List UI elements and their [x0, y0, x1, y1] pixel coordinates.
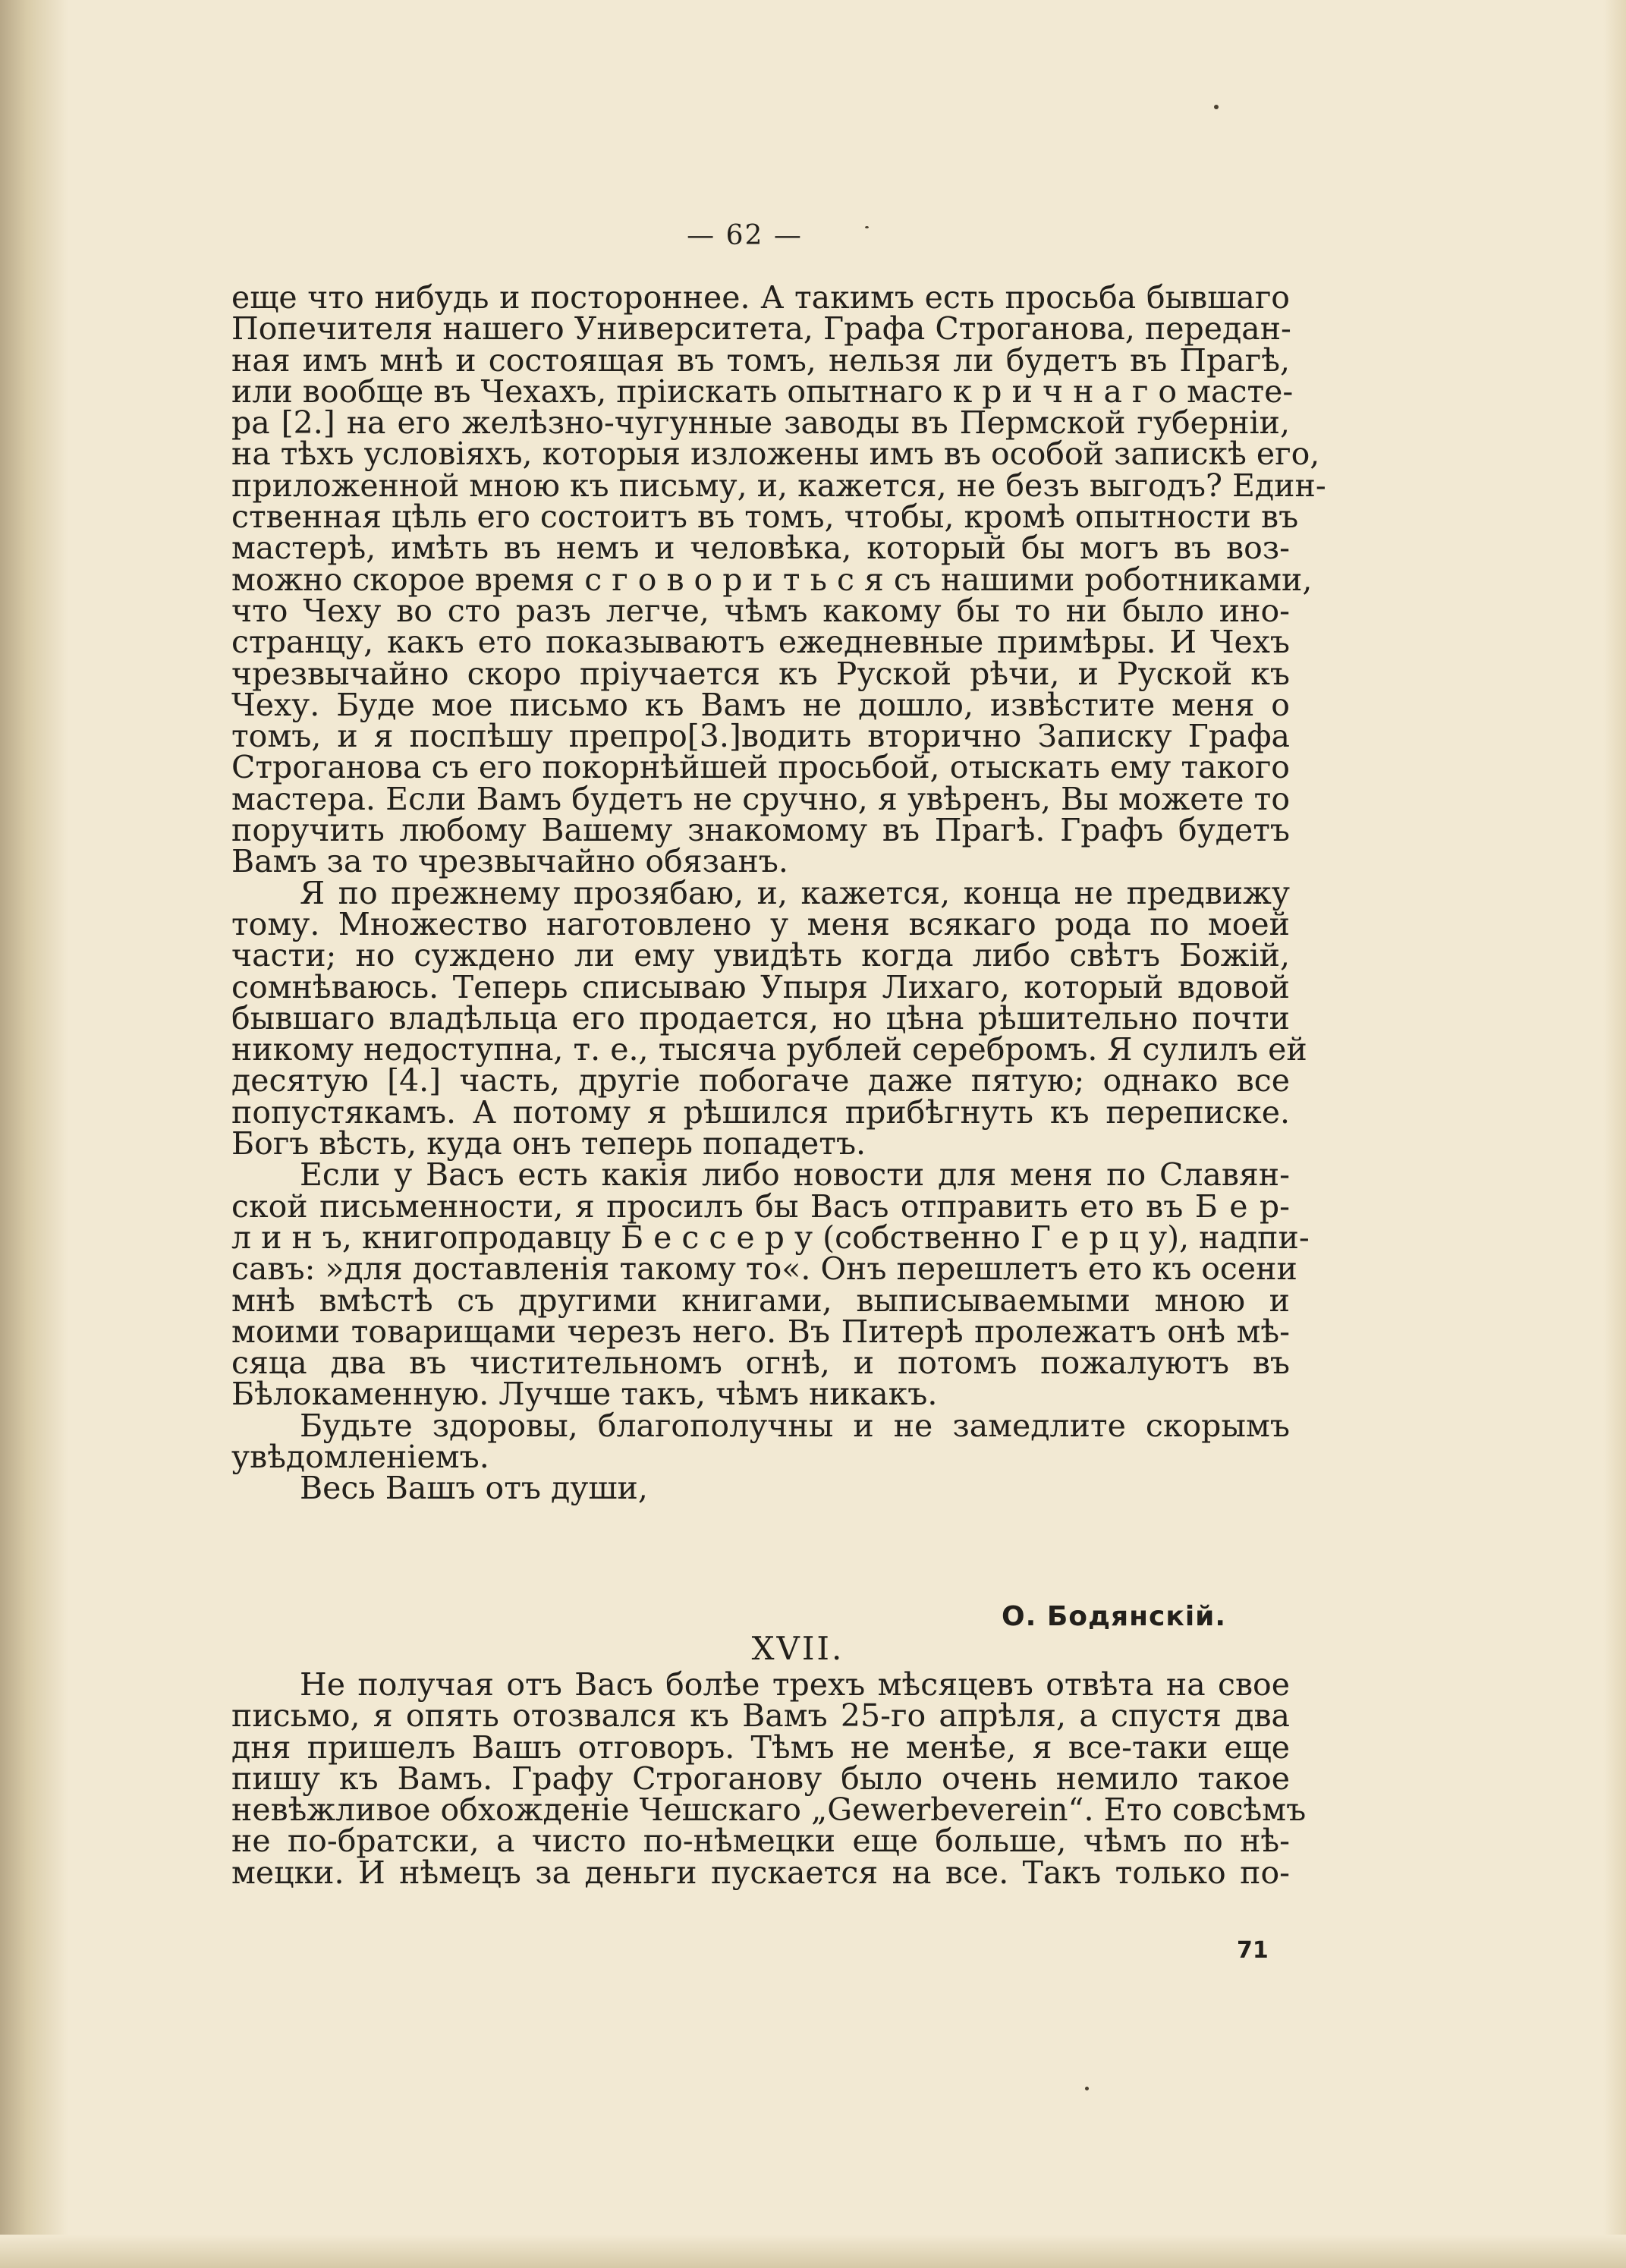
text-line: на тѣхъ условіяхъ, которыя изложены имъ въ особой запискѣ его,: [231, 436, 1320, 473]
text-line: Я по прежнему прозябаю, и, кажется, конца не предвижу: [300, 874, 1290, 911]
text-line: Попечителя нашего Университета, Графа Строганова, передан-: [231, 310, 1291, 348]
text-line: пишу къ Вамъ. Графу Строганову было очень немило такое: [231, 1760, 1290, 1797]
text-line: моими товарищами черезъ него. Въ Питерѣ пролежатъ онѣ мѣ-: [231, 1313, 1290, 1350]
text-line: увѣдомленіемъ.: [231, 1438, 489, 1475]
text-line: приложенной мною къ письму, и, кажется, не безъ выгодъ? Един-: [231, 467, 1326, 504]
text-line: можно скорое время с г о в о р и т ь с я съ нашими роботниками,: [231, 561, 1313, 598]
binding-shadow: [0, 0, 68, 2268]
text-line: еще что нибудь и постороннее. А такимъ есть просьба бывшаго: [231, 279, 1290, 316]
text-line: чрезвычайно скоро пріучается къ Руской рѣчи, и Руской къ: [231, 655, 1290, 692]
paper-speck: [865, 226, 869, 228]
section-body: [231, 1666, 1307, 1891]
text-line: томъ, и я поспѣшу препро[3.]водить вторично Записку Графа: [231, 718, 1290, 755]
bottom-shadow: [0, 2235, 1626, 2268]
text-line: савъ: »для доставленія такому то«. Онъ перешлетъ ето къ осени: [231, 1250, 1297, 1288]
paper-speck: [1214, 105, 1219, 109]
text-line: ная имъ мнѣ и состоящая въ томъ, нельзя ли будетъ въ Прагѣ,: [231, 341, 1290, 379]
paper-speck: [1085, 2087, 1089, 2090]
text-line: части; но суждено ли ему увидѣть когда либо свѣтъ Божій,: [231, 937, 1290, 974]
text-line: Не получая отъ Васъ болѣе трехъ мѣсяцевъ отвѣта на свое: [300, 1666, 1290, 1703]
text-line: Строганова съ его покорнѣйшей просьбой, отыскать ему такого: [231, 749, 1290, 786]
running-page-number: — 62 —: [687, 220, 803, 251]
text-line: ской письменности, я просилъ бы Васъ отправить ето въ Б е р-: [231, 1187, 1290, 1225]
letter-body: [231, 279, 1326, 1507]
text-line: Если у Васъ есть какія либо новости для меня по Славян-: [300, 1156, 1290, 1194]
text-line: попустякамъ. А потому я рѣшился прибѣгнуть къ переписке.: [231, 1093, 1290, 1131]
text-line: Чеху. Буде мое письмо къ Вамъ не дошло, извѣстите меня о: [231, 686, 1290, 723]
page-number: 71: [1237, 1937, 1269, 1964]
closing-line: Весь Вашъ отъ души,: [300, 1470, 648, 1507]
text-line: мастерѣ, имѣть въ немъ и человѣка, который бы могъ въ воз-: [231, 530, 1290, 567]
text-line: или вообще въ Чехахъ, пріискать опытнаго к р и ч н а г о масте-: [231, 373, 1294, 410]
text-line: мастера. Если Вамъ будетъ не сручно, я увѣренъ, Вы можете то: [231, 780, 1290, 817]
text-line: мнѣ вмѣстѣ съ другими книгами, выписываемыми мною и: [231, 1282, 1290, 1319]
text-line: не по-братски, а чисто по-нѣмецки еще больше, чѣмъ по нѣ-: [231, 1823, 1290, 1860]
text-line: сяца два въ чистительномъ огнѣ, и потомъ пожалуютъ въ: [231, 1345, 1290, 1382]
text-line: Бѣлокаменную. Лучше такъ, чѣмъ никакъ.: [231, 1376, 938, 1413]
text-line: мецки. И нѣмецъ за деньги пускается на все. Такъ только по-: [231, 1854, 1290, 1891]
text-line: Вамъ за то чрезвычайно обязанъ.: [231, 843, 788, 880]
text-line: что Чеху во сто разъ легче, чѣмъ какому бы то ни было ино-: [231, 592, 1290, 629]
text-line: никому недоступна, т. е., тысяча рублей серебромъ. Я сулилъ ей: [231, 1031, 1307, 1068]
text-line: странцу, какъ ето показываютъ ежедневные примѣры. И Чехъ: [231, 624, 1290, 661]
text-line: невѣжливое обхожденіе Чешскаго „Gewerbeverein“. Ето совсѣмъ: [231, 1791, 1307, 1829]
text-line: сомнѣваюсь. Теперь списываю Упыря Лихаго, который вдовой: [231, 968, 1290, 1005]
text-line: бывшаго владѣльца его продается, но цѣна рѣшительно почти: [231, 999, 1290, 1036]
text-line: л и н ъ, книгопродавцу Б е с с е р у (собственно Г е р ц у), надпи-: [231, 1219, 1310, 1256]
section-heading: XVII.: [751, 1630, 844, 1667]
text-line: письмо, я опять отозвался къ Вамъ 25-го апрѣля, а спустя два: [231, 1697, 1290, 1735]
text-line: ственная цѣль его состоитъ въ томъ, чтобы, кромѣ опытности въ: [231, 499, 1299, 536]
page-edge: [1603, 0, 1626, 2268]
text-line: дня пришелъ Вашъ отговоръ. Тѣмъ не менѣе, я все-таки еще: [231, 1729, 1290, 1766]
text-line: Богъ вѣсть, куда онъ теперь попадетъ.: [231, 1125, 866, 1162]
text-line: тому. Множество наготовлено у меня всякаго рода по моей: [231, 905, 1290, 942]
text-line: ра [2.] на его желѣзно-чугунные заводы въ Пермской губерніи,: [231, 404, 1290, 442]
text-line: десятую [4.] часть, другіе побогаче даже пятую; однако все: [231, 1062, 1290, 1099]
text-line: поручить любому Вашему знакомому въ Прагѣ. Графъ будетъ: [231, 812, 1290, 849]
text-line: Будьте здоровы, благополучны и не замедлите скорымъ: [300, 1407, 1290, 1444]
signature: О. Бодянскій.: [1002, 1601, 1227, 1632]
